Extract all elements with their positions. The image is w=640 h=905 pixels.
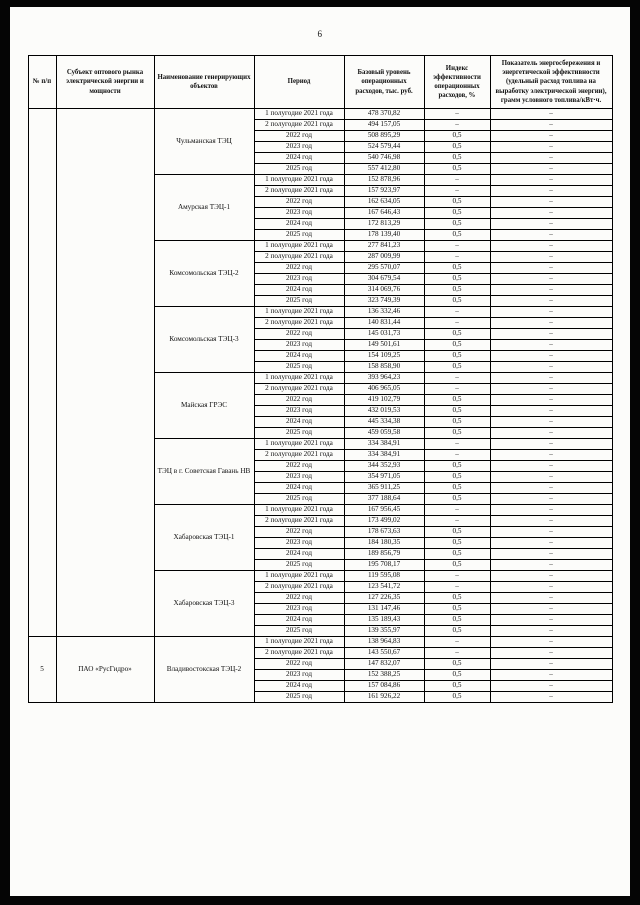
cell-period: 2023 год bbox=[254, 669, 344, 680]
cell-energy-saving: – bbox=[490, 603, 612, 614]
column-header-energy-saving: Показатель энергосбережения и энергетической эффективности (удельный расход топлива на выработку электрической энергии), грамм условного топлива/кВт·ч. bbox=[490, 56, 612, 109]
cell-period: 2025 год bbox=[254, 163, 344, 174]
page-number: 6 bbox=[317, 29, 323, 39]
cell-base-level: 140 831,44 bbox=[344, 317, 424, 328]
column-header-num: № п/п bbox=[28, 56, 56, 109]
cell-efficiency-index: 0,5 bbox=[424, 273, 490, 284]
table-body bbox=[28, 108, 612, 702]
cell-period: 2025 год bbox=[254, 691, 344, 702]
cell-efficiency-index: 0,5 bbox=[424, 229, 490, 240]
cell-base-level: 157 923,97 bbox=[344, 185, 424, 196]
cell-period: 2025 год bbox=[254, 229, 344, 240]
cell-energy-saving: – bbox=[490, 141, 612, 152]
cell-period: 2 полугодие 2021 года bbox=[254, 251, 344, 262]
cell-energy-saving: – bbox=[490, 592, 612, 603]
cell-base-level: 323 749,39 bbox=[344, 295, 424, 306]
cell-period: 2 полугодие 2021 года bbox=[254, 119, 344, 130]
cell-efficiency-index: 0,5 bbox=[424, 130, 490, 141]
cell-energy-saving: – bbox=[490, 163, 612, 174]
document-page bbox=[10, 7, 630, 896]
cell-row-number bbox=[28, 108, 56, 636]
cell-efficiency-index: 0,5 bbox=[424, 163, 490, 174]
cell-period: 2024 год bbox=[254, 680, 344, 691]
cell-energy-saving: – bbox=[490, 174, 612, 185]
cell-efficiency-index: 0,5 bbox=[424, 680, 490, 691]
cell-base-level: 157 084,86 bbox=[344, 680, 424, 691]
cell-base-level: 277 841,23 bbox=[344, 240, 424, 251]
cell-base-level: 147 832,07 bbox=[344, 658, 424, 669]
cell-efficiency-index: – bbox=[424, 119, 490, 130]
cell-base-level: 287 009,99 bbox=[344, 251, 424, 262]
cell-efficiency-index: 0,5 bbox=[424, 284, 490, 295]
cell-efficiency-index: 0,5 bbox=[424, 350, 490, 361]
cell-energy-saving: – bbox=[490, 361, 612, 372]
cell-energy-saving: – bbox=[490, 350, 612, 361]
cell-base-level: 162 634,05 bbox=[344, 196, 424, 207]
header-row bbox=[28, 56, 612, 109]
cell-base-level: 540 746,98 bbox=[344, 152, 424, 163]
cell-base-level: 154 109,25 bbox=[344, 350, 424, 361]
cell-base-level: 195 708,17 bbox=[344, 559, 424, 570]
cell-base-level: 135 189,43 bbox=[344, 614, 424, 625]
cell-efficiency-index: – bbox=[424, 306, 490, 317]
cell-base-level: 161 926,22 bbox=[344, 691, 424, 702]
cell-efficiency-index: – bbox=[424, 317, 490, 328]
cell-efficiency-index: 0,5 bbox=[424, 482, 490, 493]
cell-plant-name: Амурская ТЭЦ-1 bbox=[154, 174, 254, 240]
cell-base-level: 127 226,35 bbox=[344, 592, 424, 603]
cell-period: 2025 год bbox=[254, 361, 344, 372]
cell-base-level: 152 388,25 bbox=[344, 669, 424, 680]
cell-efficiency-index: – bbox=[424, 174, 490, 185]
table-row bbox=[28, 636, 612, 647]
cell-efficiency-index: 0,5 bbox=[424, 152, 490, 163]
cell-period: 2022 год bbox=[254, 130, 344, 141]
cell-energy-saving: – bbox=[490, 317, 612, 328]
cell-base-level: 139 355,97 bbox=[344, 625, 424, 636]
cell-efficiency-index: – bbox=[424, 251, 490, 262]
cell-base-level: 167 646,43 bbox=[344, 207, 424, 218]
cell-period: 2022 год bbox=[254, 526, 344, 537]
cell-efficiency-index: 0,5 bbox=[424, 196, 490, 207]
column-header-period: Период bbox=[254, 56, 344, 109]
cell-efficiency-index: 0,5 bbox=[424, 427, 490, 438]
cell-energy-saving: – bbox=[490, 581, 612, 592]
cell-period: 1 полугодие 2021 года bbox=[254, 636, 344, 647]
cell-period: 1 полугодие 2021 года bbox=[254, 570, 344, 581]
cell-energy-saving: – bbox=[490, 691, 612, 702]
cell-period: 1 полугодие 2021 года bbox=[254, 306, 344, 317]
cell-energy-saving: – bbox=[490, 504, 612, 515]
cell-base-level: 508 895,29 bbox=[344, 130, 424, 141]
cell-energy-saving: – bbox=[490, 449, 612, 460]
cell-energy-saving: – bbox=[490, 240, 612, 251]
cell-plant-name: Комсомольская ТЭЦ-3 bbox=[154, 306, 254, 372]
cell-period: 2024 год bbox=[254, 482, 344, 493]
cell-efficiency-index: 0,5 bbox=[424, 405, 490, 416]
cell-energy-saving: – bbox=[490, 295, 612, 306]
cell-energy-saving: – bbox=[490, 262, 612, 273]
cell-energy-saving: – bbox=[490, 306, 612, 317]
cell-period: 2025 год bbox=[254, 295, 344, 306]
cell-base-level: 314 069,76 bbox=[344, 284, 424, 295]
cell-energy-saving: – bbox=[490, 515, 612, 526]
cell-energy-saving: – bbox=[490, 284, 612, 295]
cell-energy-saving: – bbox=[490, 493, 612, 504]
cell-base-level: 152 878,96 bbox=[344, 174, 424, 185]
cell-period: 2024 год bbox=[254, 152, 344, 163]
cell-efficiency-index: 0,5 bbox=[424, 691, 490, 702]
cell-base-level: 459 059,58 bbox=[344, 427, 424, 438]
cell-period: 2024 год bbox=[254, 614, 344, 625]
tariff-table bbox=[28, 55, 613, 703]
cell-base-level: 304 679,54 bbox=[344, 273, 424, 284]
cell-efficiency-index: 0,5 bbox=[424, 537, 490, 548]
cell-energy-saving: – bbox=[490, 383, 612, 394]
cell-period: 2022 год bbox=[254, 262, 344, 273]
cell-period: 1 полугодие 2021 года bbox=[254, 108, 344, 119]
cell-energy-saving: – bbox=[490, 471, 612, 482]
cell-period: 2 полугодие 2021 года bbox=[254, 647, 344, 658]
cell-efficiency-index: 0,5 bbox=[424, 471, 490, 482]
cell-energy-saving: – bbox=[490, 669, 612, 680]
cell-energy-saving: – bbox=[490, 152, 612, 163]
cell-efficiency-index: – bbox=[424, 504, 490, 515]
cell-plant-name: Владивостокская ТЭЦ-2 bbox=[154, 636, 254, 702]
cell-plant-name: Хабаровская ТЭЦ-1 bbox=[154, 504, 254, 570]
cell-energy-saving: – bbox=[490, 625, 612, 636]
cell-base-level: 136 332,46 bbox=[344, 306, 424, 317]
cell-efficiency-index: – bbox=[424, 636, 490, 647]
cell-base-level: 184 180,35 bbox=[344, 537, 424, 548]
cell-period: 2024 год bbox=[254, 350, 344, 361]
cell-energy-saving: – bbox=[490, 614, 612, 625]
cell-base-level: 334 384,91 bbox=[344, 438, 424, 449]
cell-energy-saving: – bbox=[490, 130, 612, 141]
cell-base-level: 354 971,05 bbox=[344, 471, 424, 482]
cell-energy-saving: – bbox=[490, 526, 612, 537]
cell-energy-saving: – bbox=[490, 273, 612, 284]
cell-base-level: 445 334,38 bbox=[344, 416, 424, 427]
cell-period: 2025 год bbox=[254, 427, 344, 438]
cell-energy-saving: – bbox=[490, 218, 612, 229]
cell-base-level: 344 352,93 bbox=[344, 460, 424, 471]
cell-period: 2025 год bbox=[254, 493, 344, 504]
cell-efficiency-index: – bbox=[424, 185, 490, 196]
cell-efficiency-index: – bbox=[424, 515, 490, 526]
cell-period: 2 полугодие 2021 года bbox=[254, 317, 344, 328]
cell-efficiency-index: 0,5 bbox=[424, 493, 490, 504]
cell-period: 1 полугодие 2021 года bbox=[254, 240, 344, 251]
cell-efficiency-index: – bbox=[424, 581, 490, 592]
cell-market-subject: ПАО «РусГидро» bbox=[56, 636, 154, 702]
cell-base-level: 131 147,46 bbox=[344, 603, 424, 614]
cell-efficiency-index: 0,5 bbox=[424, 141, 490, 152]
cell-base-level: 143 550,67 bbox=[344, 647, 424, 658]
cell-plant-name: Чульманская ТЭЦ bbox=[154, 108, 254, 174]
cell-efficiency-index: 0,5 bbox=[424, 394, 490, 405]
cell-period: 2023 год bbox=[254, 603, 344, 614]
cell-energy-saving: – bbox=[490, 570, 612, 581]
cell-energy-saving: – bbox=[490, 229, 612, 240]
cell-period: 2 полугодие 2021 года bbox=[254, 581, 344, 592]
cell-period: 2023 год bbox=[254, 141, 344, 152]
cell-energy-saving: – bbox=[490, 394, 612, 405]
cell-period: 2022 год bbox=[254, 592, 344, 603]
cell-energy-saving: – bbox=[490, 647, 612, 658]
cell-base-level: 123 541,72 bbox=[344, 581, 424, 592]
cell-efficiency-index: 0,5 bbox=[424, 559, 490, 570]
cell-energy-saving: – bbox=[490, 196, 612, 207]
cell-row-number: 5 bbox=[28, 636, 56, 702]
cell-efficiency-index: 0,5 bbox=[424, 207, 490, 218]
cell-efficiency-index: 0,5 bbox=[424, 295, 490, 306]
cell-efficiency-index: 0,5 bbox=[424, 592, 490, 603]
cell-energy-saving: – bbox=[490, 559, 612, 570]
cell-period: 2022 год bbox=[254, 328, 344, 339]
cell-period: 2022 год bbox=[254, 658, 344, 669]
column-header-efficiency-index: Индекс эффективности операционных расходов, % bbox=[424, 56, 490, 109]
cell-efficiency-index: 0,5 bbox=[424, 603, 490, 614]
cell-base-level: 557 412,80 bbox=[344, 163, 424, 174]
cell-period: 2022 год bbox=[254, 394, 344, 405]
cell-period: 2023 год bbox=[254, 405, 344, 416]
cell-period: 2023 год bbox=[254, 537, 344, 548]
cell-period: 2024 год bbox=[254, 284, 344, 295]
cell-energy-saving: – bbox=[490, 108, 612, 119]
cell-base-level: 494 157,05 bbox=[344, 119, 424, 130]
cell-base-level: 406 965,05 bbox=[344, 383, 424, 394]
cell-energy-saving: – bbox=[490, 119, 612, 130]
cell-plant-name: Хабаровская ТЭЦ-3 bbox=[154, 570, 254, 636]
cell-efficiency-index: – bbox=[424, 438, 490, 449]
cell-energy-saving: – bbox=[490, 438, 612, 449]
table-row bbox=[28, 108, 612, 119]
cell-period: 2024 год bbox=[254, 548, 344, 559]
column-header-base-level: Базовый уровень операционных расходов, тыс. руб. bbox=[344, 56, 424, 109]
cell-energy-saving: – bbox=[490, 339, 612, 350]
cell-plant-name: ТЭЦ в г. Советская Гавань НВ bbox=[154, 438, 254, 504]
cell-period: 2 полугодие 2021 года bbox=[254, 515, 344, 526]
cell-base-level: 295 570,07 bbox=[344, 262, 424, 273]
cell-efficiency-index: – bbox=[424, 647, 490, 658]
cell-energy-saving: – bbox=[490, 537, 612, 548]
cell-base-level: 432 019,53 bbox=[344, 405, 424, 416]
cell-market-subject bbox=[56, 108, 154, 636]
cell-period: 1 полугодие 2021 года bbox=[254, 504, 344, 515]
column-header-subject: Субъект оптового рынка электрической энергии и мощности bbox=[56, 56, 154, 109]
cell-efficiency-index: – bbox=[424, 383, 490, 394]
cell-energy-saving: – bbox=[490, 658, 612, 669]
cell-energy-saving: – bbox=[490, 207, 612, 218]
cell-energy-saving: – bbox=[490, 636, 612, 647]
cell-efficiency-index: – bbox=[424, 449, 490, 460]
cell-base-level: 189 856,79 bbox=[344, 548, 424, 559]
cell-efficiency-index: 0,5 bbox=[424, 669, 490, 680]
cell-efficiency-index: 0,5 bbox=[424, 339, 490, 350]
cell-base-level: 158 858,90 bbox=[344, 361, 424, 372]
cell-period: 2022 год bbox=[254, 460, 344, 471]
cell-base-level: 178 139,40 bbox=[344, 229, 424, 240]
column-header-plant: Наименование генерирующих объектов bbox=[154, 56, 254, 109]
cell-period: 2025 год bbox=[254, 559, 344, 570]
cell-efficiency-index: – bbox=[424, 372, 490, 383]
cell-base-level: 119 595,08 bbox=[344, 570, 424, 581]
cell-period: 1 полугодие 2021 года bbox=[254, 174, 344, 185]
cell-energy-saving: – bbox=[490, 416, 612, 427]
cell-period: 2022 год bbox=[254, 196, 344, 207]
cell-base-level: 478 370,82 bbox=[344, 108, 424, 119]
cell-efficiency-index: 0,5 bbox=[424, 658, 490, 669]
cell-energy-saving: – bbox=[490, 482, 612, 493]
cell-efficiency-index: 0,5 bbox=[424, 328, 490, 339]
cell-efficiency-index: 0,5 bbox=[424, 625, 490, 636]
cell-efficiency-index: – bbox=[424, 108, 490, 119]
cell-base-level: 172 813,29 bbox=[344, 218, 424, 229]
cell-base-level: 393 964,23 bbox=[344, 372, 424, 383]
cell-base-level: 145 031,73 bbox=[344, 328, 424, 339]
cell-period: 2023 год bbox=[254, 207, 344, 218]
cell-efficiency-index: – bbox=[424, 570, 490, 581]
cell-period: 2 полугодие 2021 года bbox=[254, 185, 344, 196]
cell-period: 2023 год bbox=[254, 339, 344, 350]
cell-energy-saving: – bbox=[490, 427, 612, 438]
cell-efficiency-index: 0,5 bbox=[424, 526, 490, 537]
cell-base-level: 138 964,83 bbox=[344, 636, 424, 647]
cell-plant-name: Майская ГРЭС bbox=[154, 372, 254, 438]
cell-period: 2024 год bbox=[254, 218, 344, 229]
cell-energy-saving: – bbox=[490, 372, 612, 383]
cell-period: 1 полугодие 2021 года bbox=[254, 438, 344, 449]
cell-plant-name: Комсомольская ТЭЦ-2 bbox=[154, 240, 254, 306]
cell-base-level: 377 188,64 bbox=[344, 493, 424, 504]
cell-efficiency-index: 0,5 bbox=[424, 460, 490, 471]
cell-energy-saving: – bbox=[490, 185, 612, 196]
cell-period: 2024 год bbox=[254, 416, 344, 427]
cell-energy-saving: – bbox=[490, 328, 612, 339]
cell-base-level: 173 499,02 bbox=[344, 515, 424, 526]
cell-period: 2025 год bbox=[254, 625, 344, 636]
cell-base-level: 365 911,25 bbox=[344, 482, 424, 493]
cell-base-level: 419 102,79 bbox=[344, 394, 424, 405]
cell-efficiency-index: 0,5 bbox=[424, 614, 490, 625]
cell-base-level: 524 579,44 bbox=[344, 141, 424, 152]
cell-efficiency-index: 0,5 bbox=[424, 416, 490, 427]
cell-period: 2 полугодие 2021 года bbox=[254, 383, 344, 394]
cell-efficiency-index: 0,5 bbox=[424, 218, 490, 229]
cell-efficiency-index: – bbox=[424, 240, 490, 251]
cell-period: 2023 год bbox=[254, 471, 344, 482]
cell-efficiency-index: 0,5 bbox=[424, 361, 490, 372]
cell-energy-saving: – bbox=[490, 460, 612, 471]
cell-efficiency-index: 0,5 bbox=[424, 548, 490, 559]
cell-energy-saving: – bbox=[490, 680, 612, 691]
cell-base-level: 334 384,91 bbox=[344, 449, 424, 460]
cell-period: 1 полугодие 2021 года bbox=[254, 372, 344, 383]
cell-base-level: 178 673,63 bbox=[344, 526, 424, 537]
cell-period: 2023 год bbox=[254, 273, 344, 284]
cell-base-level: 167 956,45 bbox=[344, 504, 424, 515]
cell-energy-saving: – bbox=[490, 251, 612, 262]
cell-efficiency-index: 0,5 bbox=[424, 262, 490, 273]
cell-energy-saving: – bbox=[490, 405, 612, 416]
cell-period: 2 полугодие 2021 года bbox=[254, 449, 344, 460]
cell-energy-saving: – bbox=[490, 548, 612, 559]
cell-base-level: 149 501,61 bbox=[344, 339, 424, 350]
